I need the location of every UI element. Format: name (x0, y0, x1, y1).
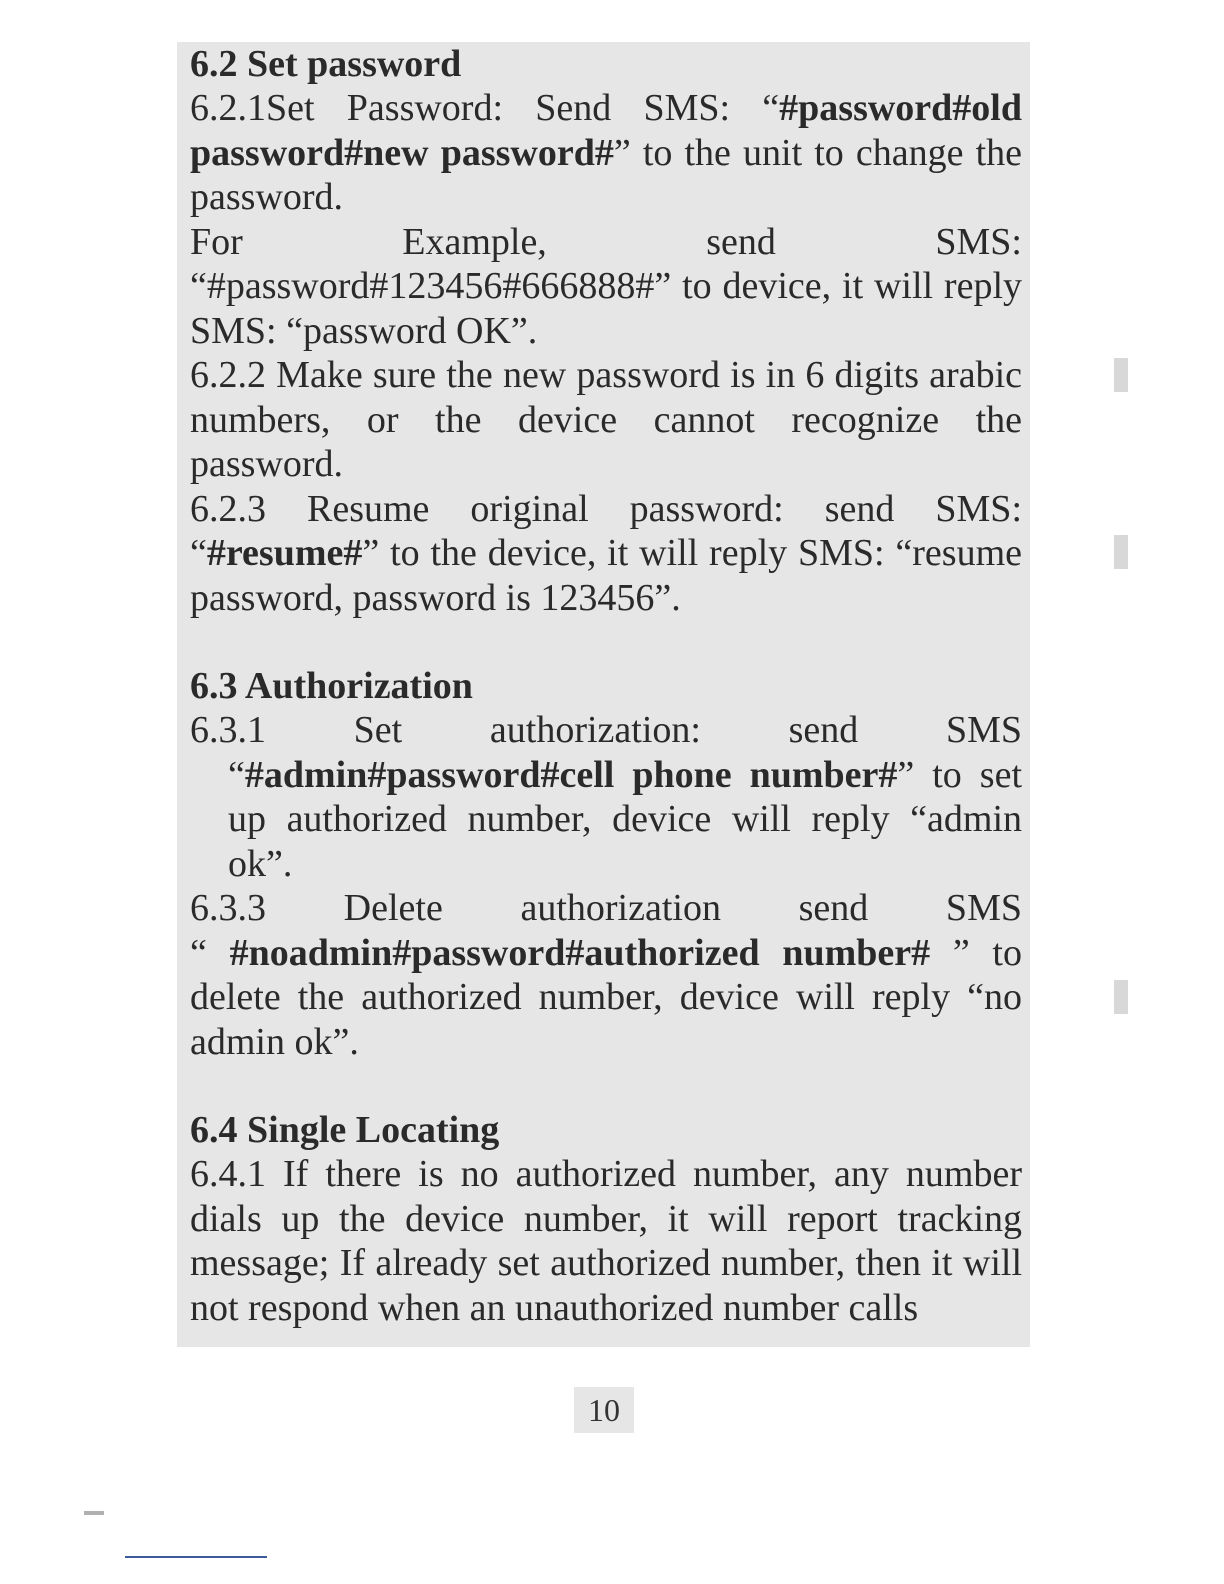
text: “ (190, 931, 230, 974)
text: “ (190, 532, 207, 574)
text: 6.2.1Set Password: Send SMS: “ (190, 87, 780, 129)
scan-mark (1114, 535, 1128, 569)
text: “ (228, 753, 245, 796)
sms-command: #password#old password#new password# (190, 87, 1022, 174)
scan-mark (1114, 358, 1128, 392)
paragraph-6-2-2: 6.2.2 Make sure the new password is in 6 digits arabic numbers, or the device cannot recognize the password. (190, 354, 1022, 485)
spacer (190, 1064, 1022, 1108)
section-heading-6-2: 6.2 Set password (190, 43, 462, 85)
sms-command: #admin#password#cell phone number# (244, 753, 898, 796)
document-body (190, 42, 1022, 1330)
paragraph-6-4-1: 6.4.1 If there is no authorized number, any number dials up the device number, it will report tracking message; If already set authorized number, then it will not respond when an unauthorized number calls (190, 1153, 1022, 1329)
page-number: 10 (574, 1387, 634, 1433)
paragraph-6-2-1 (190, 86, 1022, 220)
scan-mark (125, 1556, 267, 1558)
sms-command: #noadmin#password#authorized number# (229, 931, 931, 974)
section-heading-6-3: 6.3 Authorization (190, 665, 473, 707)
text: ” to the unit to change the password. (190, 131, 1023, 218)
paragraph-6-2-3-line1: 6.2.3 Resume original password: send SMS: (190, 487, 1022, 530)
example-line: For Example, send SMS: (190, 220, 1022, 263)
scan-mark (1114, 980, 1128, 1014)
section-heading-6-4: 6.4 Single Locating (190, 1109, 500, 1151)
example-rest: “#password#123456#666888#” to device, it will reply SMS: “password OK”. (190, 265, 1022, 352)
text: ” to delete the authorized number, device will reply “no admin ok”. (190, 931, 1022, 1063)
paragraph-6-3-3-line1: 6.3.3 Delete authorization send SMS (190, 887, 1022, 929)
sms-command: #resume# (206, 532, 363, 574)
paragraph-6-2-3-rest (190, 531, 1022, 620)
scan-mark (84, 1511, 104, 1515)
spacer (190, 620, 1022, 664)
paragraph-6-3-3-rest (190, 931, 1022, 1065)
paragraph-6-3-1-line1: 6.3.1 Set authorization: send SMS (190, 709, 1022, 751)
paragraph-6-3-1-rest (190, 753, 1022, 887)
text: ” to the device, it will reply SMS: “resume password, password is 123456”. (190, 532, 1022, 619)
text: ” to set up authorized number, device will reply “admin ok”. (228, 753, 1022, 885)
